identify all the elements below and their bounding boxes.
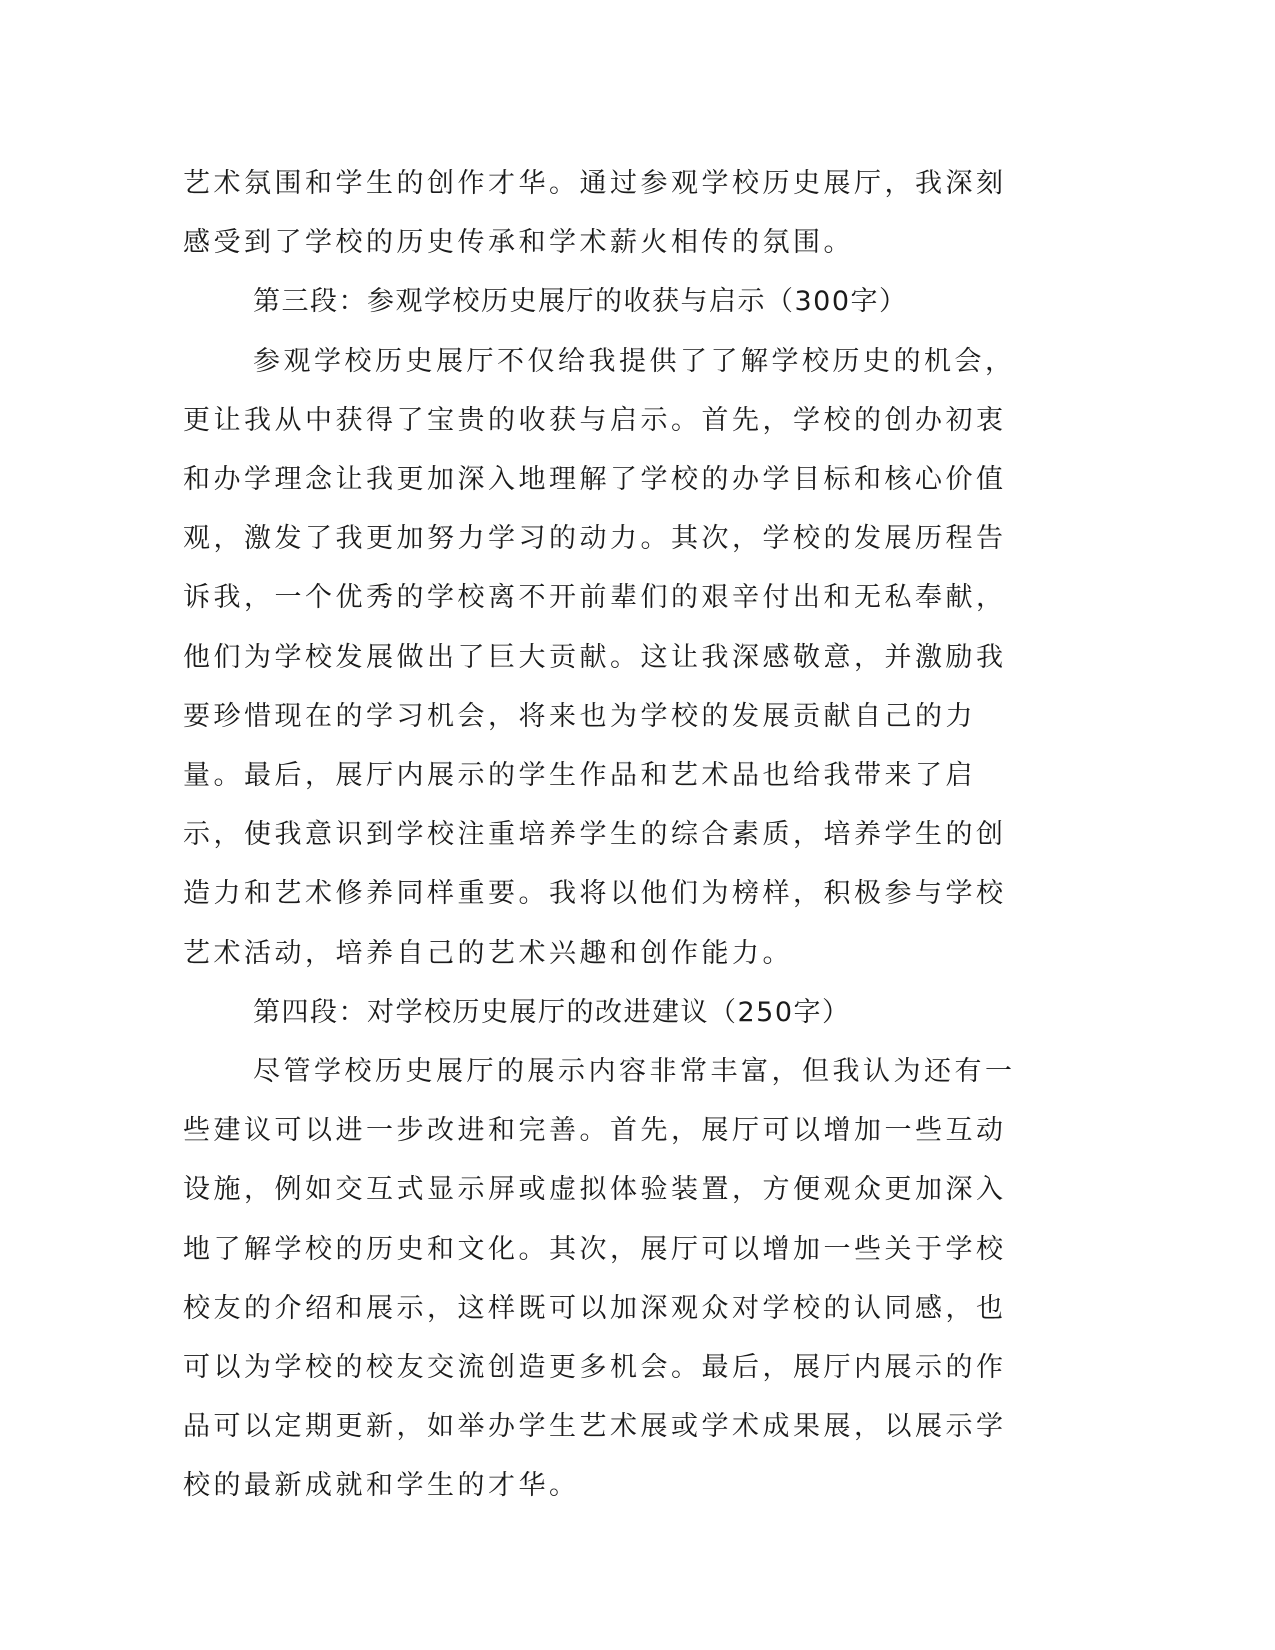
document-body — [183, 154, 1031, 1516]
paragraph-section-4: 尽管学校历史展厅的展示内容非常丰富，但我认为还有一些建议可以进一步改进和完善。首先，展厅可以增加一些互动设施，例如交互式显示屏或虚拟体验装置，方便观众更加深入地了解学校的历史和文化。其次，展厅可以增加一些关于学校校友的介绍和展示，这样既可以加深观众对学校的认同感，也可以为学校的校友交流创造更多机会。最后，展厅内展示的作品可以定期更新，如举办学生艺术展或学术成果展，以展示学校的最新成就和学生的才华。 — [183, 1056, 1016, 1502]
section-heading-4: 第四段：对学校历史展厅的改进建议（250字） — [253, 996, 851, 1028]
paragraph-continuation: 艺术氛围和学生的创作才华。通过参观学校历史展厅，我深刻感受到了学校的历史传承和学术薪火相传的氛围。 — [183, 168, 1007, 259]
section-heading-3: 第三段：参观学校历史展厅的收获与启示（300字） — [253, 286, 908, 318]
paragraph-section-3: 参观学校历史展厅不仅给我提供了了解学校历史的机会，更让我从中获得了宝贵的收获与启示。首先，学校的创办初衷和办学理念让我更加深入地理解了学校的办学目标和核心价值观，激发了我更加努力学习的动力。其次，学校的发展历程告诉我，一个优秀的学校离不开前辈们的艰辛付出和无私奉献，他们为学校发展做出了巨大贡献。这让我深感敬意，并激励我要珍惜现在的学习机会，将来也为学校的发展贡献自己的力量。最后，展厅内展示的学生作品和艺术品也给我带来了启示，使我意识到学校注重培养学生的综合素质，培养学生的创造力和艺术修养同样重要。我将以他们为榜样，积极参与学校艺术活动，培养自己的艺术兴趣和创作能力。 — [183, 345, 1016, 969]
